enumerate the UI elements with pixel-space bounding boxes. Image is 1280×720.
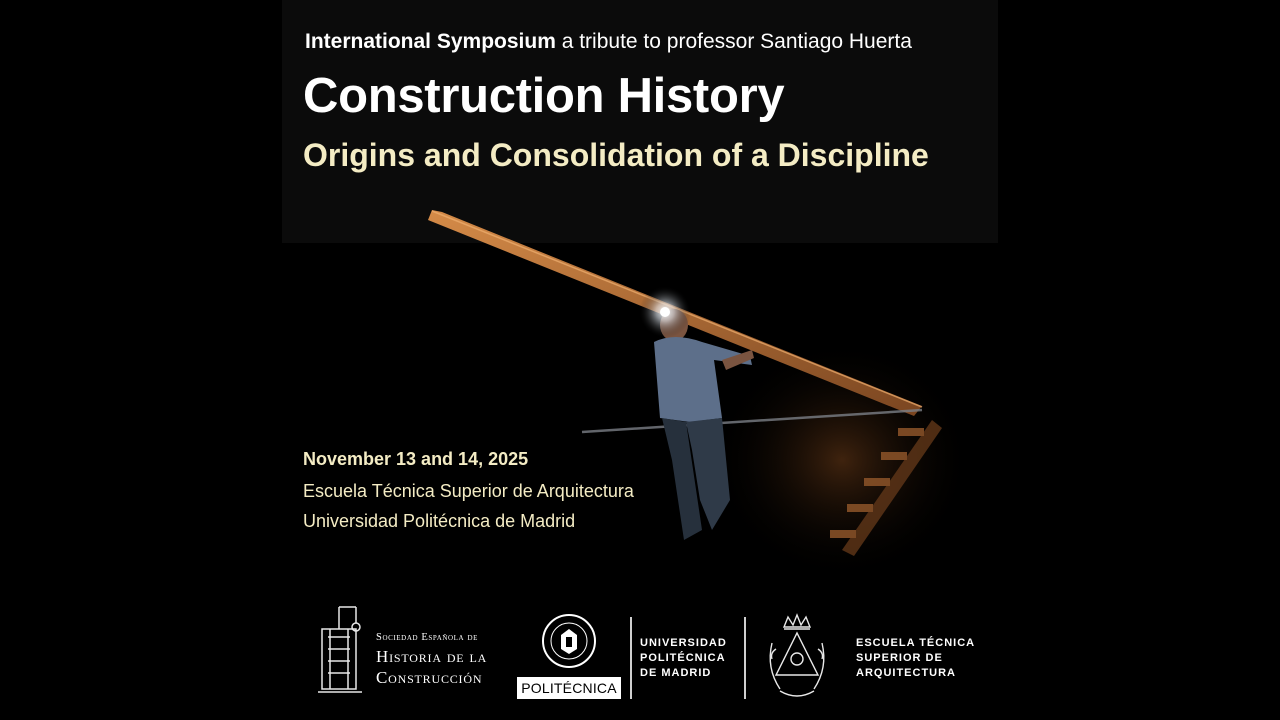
poster-title: Construction History	[303, 69, 785, 123]
upm-name-line1: UNIVERSIDAD	[640, 637, 727, 649]
etsam-name-line1: ESCUELA TÉCNICA	[856, 637, 976, 649]
poster	[282, 0, 998, 720]
sehc-name-line1: Historia de la	[376, 647, 488, 666]
upm-wordmark: POLITÉCNICA	[517, 677, 621, 699]
logo-divider-1	[630, 617, 632, 699]
event-venue-university: Universidad Politécnica de Madrid	[303, 511, 576, 531]
upm-seal-icon	[541, 613, 597, 669]
kicker-rest: a tribute to professor Santiago Huerta	[555, 30, 912, 53]
poster-subtitle: Origins and Consolidation of a Discipline	[303, 137, 929, 173]
upm-name-line2: POLITÉCNICA	[640, 652, 726, 664]
symposium-kicker	[305, 30, 912, 54]
event-venue-school: Escuela Técnica Superior de Arquitectura	[303, 481, 634, 501]
logo-divider-2	[744, 617, 746, 699]
sehc-press-icon	[316, 599, 366, 697]
kicker-bold: International Symposium	[305, 30, 556, 53]
sponsor-logos	[282, 595, 998, 710]
etsam-name-line3: ARQUITECTURA	[856, 667, 956, 679]
etsam-crest-icon	[762, 613, 832, 701]
timber-beam-photo	[282, 200, 998, 600]
sehc-name-line2: Construcción	[376, 668, 483, 687]
sehc-society-label: Sociedad Española de	[376, 632, 478, 643]
upm-name-line3: DE MADRID	[640, 667, 712, 679]
etsam-name-line2: SUPERIOR DE	[856, 652, 943, 664]
event-date: November 13 and 14, 2025	[303, 449, 529, 469]
